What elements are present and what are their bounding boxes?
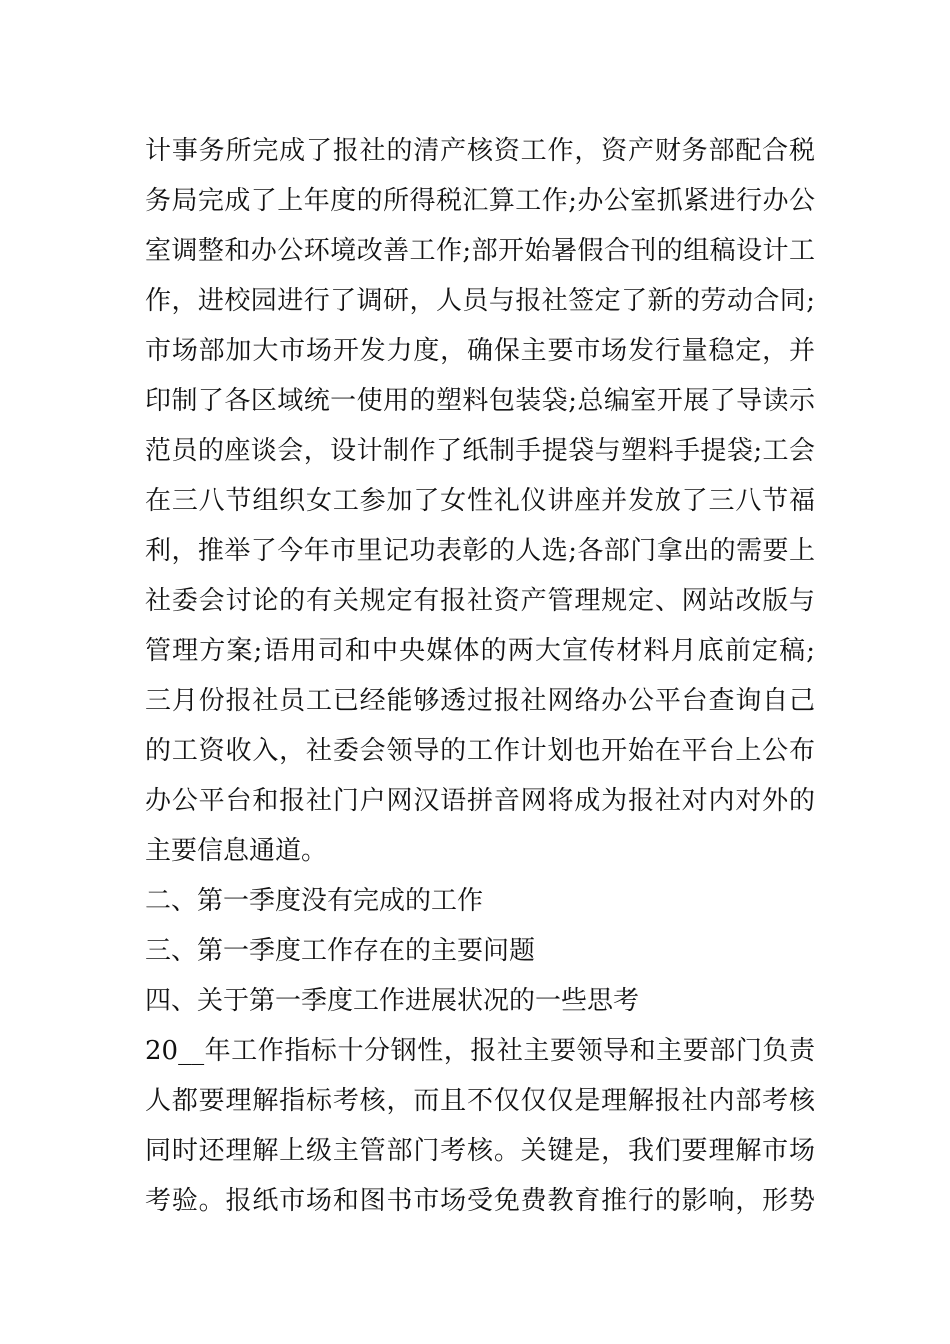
text-line-15: 主要信息通道。 xyxy=(145,836,328,866)
text-line-1: 计事务所完成了报社的清产核资工作，资产财务部配合税 xyxy=(145,136,815,166)
text-line-10: 社委会讨论的有关规定有报社资产管理规定、网站改版与 xyxy=(145,586,815,616)
text-line-19: 20__年工作指标十分钢性，报社主要领导和主要部门负责 xyxy=(145,1036,815,1066)
text-line-14: 办公平台和报社门户网汉语拼音网将成为报社对内对外的 xyxy=(145,786,815,816)
text-line-20: 人都要理解指标考核，而且不仅仅仅是理解报社内部考核 xyxy=(145,1086,815,1116)
text-line-21: 同时还理解上级主管部门考核。关键是，我们要理解市场 xyxy=(145,1136,815,1166)
section-heading-2: 二、第一季度没有完成的工作 xyxy=(145,886,484,916)
text-line-5: 市场部加大市场开发力度，确保主要市场发行量稳定，并 xyxy=(145,336,815,366)
text-line-11: 管理方案;语用司和中央媒体的两大宣传材料月底前定稿; xyxy=(145,636,815,666)
text-line-4: 作，进校园进行了调研，人员与报社签定了新的劳动合同; xyxy=(145,286,815,316)
text-line-8: 在三八节组织女工参加了女性礼仪讲座并发放了三八节福 xyxy=(145,486,815,516)
text-line-3: 室调整和办公环境改善工作;部开始暑假合刊的组稿设计工 xyxy=(145,236,815,266)
text-line-12: 三月份报社员工已经能够透过报社网络办公平台查询自己 xyxy=(145,686,815,716)
text-line-9: 利，推举了今年市里记功表彰的人选;各部门拿出的需要上 xyxy=(145,536,815,566)
text-line-2: 务局完成了上年度的所得税汇算工作;办公室抓紧进行办公 xyxy=(145,186,815,216)
text-line-6: 印制了各区域统一使用的塑料包装袋;总编室开展了导读示 xyxy=(145,386,815,416)
document-body xyxy=(145,126,815,1226)
section-heading-4: 四、关于第一季度工作进展状况的一些思考 xyxy=(145,986,640,1016)
section-heading-3: 三、第一季度工作存在的主要问题 xyxy=(145,936,536,966)
text-line-13: 的工资收入，社委会领导的工作计划也开始在平台上公布 xyxy=(145,736,815,766)
text-line-7: 范员的座谈会，设计制作了纸制手提袋与塑料手提袋;工会 xyxy=(145,436,815,466)
text-line-22: 考验。报纸市场和图书市场受免费教育推行的影响，形势 xyxy=(145,1186,815,1216)
